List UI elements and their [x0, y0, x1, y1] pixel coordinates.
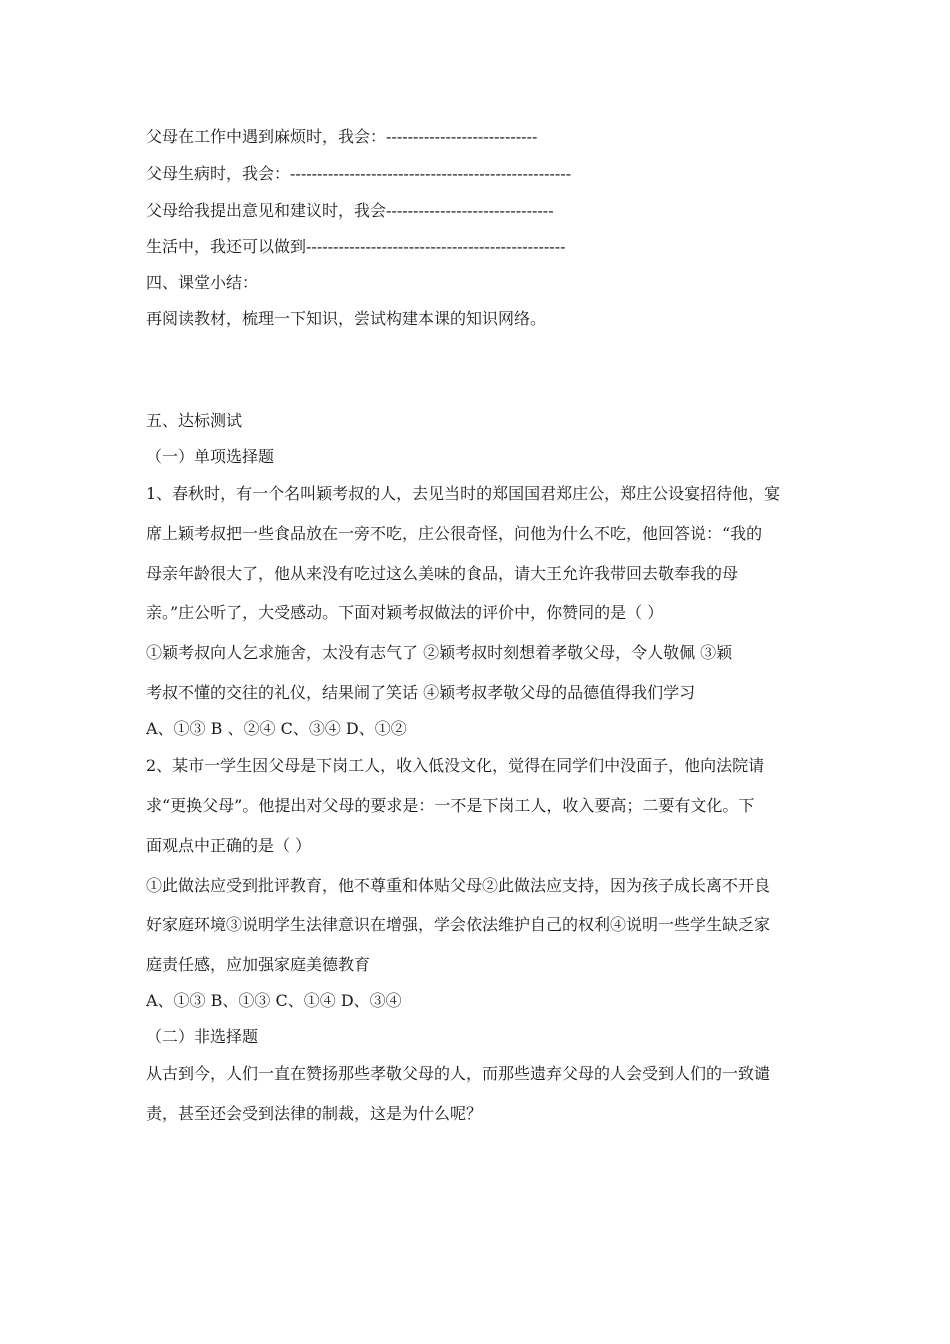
question-2-statement-line: ①此做法应受到批评教育，他不尊重和体贴父母②此做法应支持，因为孩子成长离不开良 [146, 876, 771, 895]
question-1-statement-line: ①颖考叔向人乞求施舍，太没有志气了 ②颖考叔时刻想着孝敬父母，令人敬佩 ③颖 [146, 643, 733, 662]
section-heading-test: 五、达标测试 [146, 411, 243, 430]
question-1-statement-line: 考叔不懂的交往的礼仪，结果闹了笑话 ④颖考叔孝敬父母的品德值得我们学习 [146, 683, 696, 702]
question-2-statement-line: 好家庭环境③说明学生法律意识在增强，学会依法维护自己的权利④说明一些学生缺乏家 [146, 915, 771, 934]
question-1-line: 1、春秋时，有一个名叫颖考叔的人，去见当时的郑国国君郑庄公，郑庄公设宴招待他，宴 [146, 484, 781, 503]
question-1-line: 席上颖考叔把一些食品放在一旁不吃，庄公很奇怪，问他为什么不吃，他回答说：“我的 [146, 524, 763, 543]
part-heading-single-choice: （一）单项选择题 [146, 447, 275, 466]
question-2-options: A、①③ B、①③ C、①④ D、③④ [146, 991, 402, 1010]
open-question-line: 从古到今，人们一直在赞扬那些孝敬父母的人，而那些遗弃父母的人会受到人们的一致谴 [146, 1064, 771, 1083]
question-2-statement-line: 庭责任感，应加强家庭美德教育 [146, 955, 371, 974]
question-2-line: 面观点中正确的是（ ） [146, 836, 312, 855]
summary-text: 再阅读教材，梳理一下知识，尝试构建本课的知识网络。 [146, 309, 547, 328]
question-1-options: A、①③ B 、②④ C、③④ D、①② [146, 719, 407, 738]
question-1-line: 母亲年龄很大了，他从来没有吃过这么美味的食品，请大王允许我带回去敬奉我的母 [146, 564, 739, 583]
fill-in-line-advice: 父母给我提出意见和建议时，我会------------------------------- [146, 201, 554, 220]
question-2-line: 2、某市一学生因父母是下岗工人，收入低没文化，觉得在同学们中没面子，他向法院请 [146, 756, 765, 775]
question-1-line: 亲。”庄公听了，大受感动。下面对颖考叔做法的评价中，你赞同的是（ ） [146, 603, 664, 622]
question-2-line: 求“更换父母”。他提出对父母的要求是：一不是下岗工人，收入要高；二要有文化。下 [146, 796, 755, 815]
section-heading-summary: 四、课堂小结： [146, 273, 259, 292]
fill-in-line-daily-life: 生活中，我还可以做到------------------------------------------------ [146, 237, 566, 256]
fill-in-line-parent-sick: 父母生病时，我会：---------------------------------------------------- [146, 164, 572, 183]
fill-in-line-work-trouble: 父母在工作中遇到麻烦时，我会：---------------------------- [146, 127, 538, 146]
part-heading-non-choice: （二）非选择题 [146, 1027, 259, 1046]
open-question-line: 责，甚至还会受到法律的制裁，这是为什么呢？ [146, 1104, 483, 1123]
